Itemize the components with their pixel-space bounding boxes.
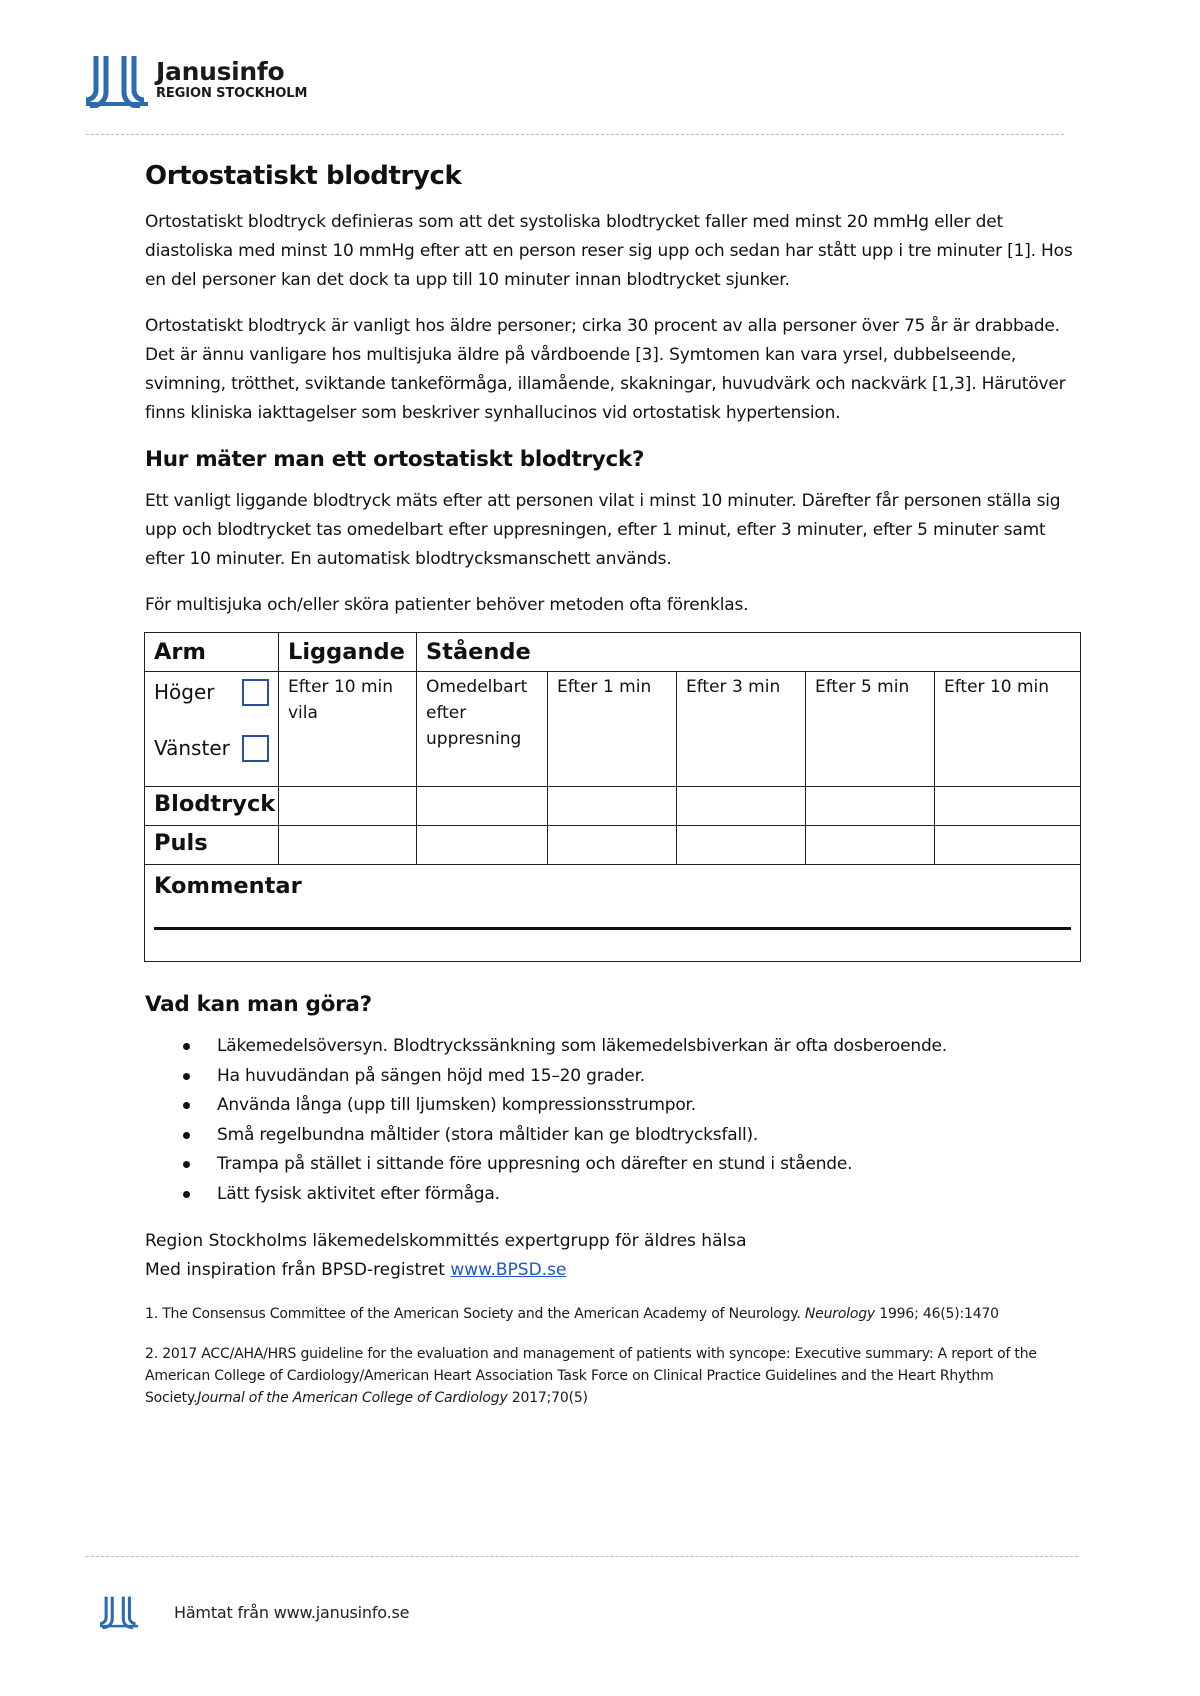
standing-immediate-cell: Omedelbart efter uppresning: [417, 672, 548, 787]
measure-paragraph-1: Ett vanligt liggande blodtryck mäts efter att personen vilat i minst 10 minuter. Därefter får personen ställa sig upp och blodtrycket tas omedelbart efter uppresningen, efter 1 minut, efter 3 minuter, efter 5 minuter samt efter 10 minuter. En automatisk blodtrycksmanschett används.: [145, 491, 1061, 569]
janusinfo-logo[interactable]: [86, 54, 307, 108]
bp-3min-field[interactable]: [677, 787, 806, 826]
blood-pressure-table: [144, 632, 1081, 962]
logo-subtitle: REGION STOCKHOLM: [156, 86, 308, 101]
main-content: [145, 158, 1083, 1427]
bp-5min-field[interactable]: [806, 787, 935, 826]
list-item: Använda långa (upp till ljumsken) kompressionsstrumpor.: [145, 1091, 1083, 1121]
bp-immediate-field[interactable]: [417, 787, 548, 826]
standing-3min-cell: Efter 3 min: [677, 672, 806, 787]
table-subheader-row: [145, 672, 1081, 787]
header-lying: Liggande: [279, 633, 417, 672]
janusinfo-small-logo-icon: [100, 1595, 138, 1629]
row-label-blood-pressure: Blodtryck: [145, 787, 279, 826]
list-item: Ha huvudändan på sängen höjd med 15–20 grader.: [145, 1062, 1083, 1092]
pulse-10min-field[interactable]: [935, 826, 1081, 865]
signature-block: [145, 1227, 1083, 1285]
pulse-row: [145, 826, 1081, 865]
arm-left-checkbox[interactable]: [242, 735, 269, 762]
arm-left-label: Vänster: [154, 736, 230, 760]
bpsd-link[interactable]: www.BPSD.se: [450, 1260, 567, 1280]
reference-2: 2. 2017 ACC/AHA/HRS guideline for the evaluation and management of patients with syncope: Executive summary: A report of the American College of Cardiology/American Heart Association Task Force on Clinical Practice Guidelines and the Heart Rhythm Society.Journal of the American College of Cardiology 2017;70(5): [145, 1346, 1037, 1406]
intro-paragraph-1: Ortostatiskt blodtryck definieras som att det systoliska blodtrycket faller med minst 20 mmHg eller det diastoliska med minst 10 mmHg efter att en person reser sig upp och sedan har stått upp i tre minuter [1]. Hos en del personer kan det dock ta upp till 10 minuter innan blodtrycket sjunker.: [145, 212, 1073, 290]
comment-field[interactable]: [145, 865, 1081, 962]
intro-paragraph-2: Ortostatiskt blodtryck är vanligt hos äldre personer; cirka 30 procent av alla personer över 75 år är drabbade. Det är ännu vanligare hos multisjuka äldre på vårdboende [3]. Symtomen kan vara yrsel, dubbelseende, svimning, trötthet, sviktande tankeförmåga, illamående, skakningar, huvudvärk och nackvärk [1,3]. Härutöver finns kliniska iakttagelser som beskriver synhallucinos vid ortostatisk hypertension.: [145, 316, 1066, 423]
bp-1min-field[interactable]: [548, 787, 677, 826]
header-arm: Arm: [145, 633, 279, 672]
logo-name: Janusinfo: [156, 57, 285, 86]
footer: [100, 1595, 409, 1629]
header-standing: Stående: [417, 633, 1081, 672]
list-item: Små regelbundna måltider (stora måltider kan ge blodtrycksfall).: [145, 1121, 1083, 1151]
pulse-immediate-field[interactable]: [417, 826, 548, 865]
list-item: Lätt fysisk aktivitet efter förmåga.: [145, 1180, 1083, 1210]
signature-line-2: Med inspiration från BPSD-registret: [145, 1260, 445, 1280]
pulse-3min-field[interactable]: [677, 826, 806, 865]
footer-divider: [86, 1556, 1078, 1557]
comment-row: [145, 865, 1081, 962]
comment-write-line: [154, 927, 1071, 930]
measure-paragraph-2: För multisjuka och/eller sköra patienter behöver metoden ofta förenklas.: [145, 595, 749, 615]
janusinfo-logo-icon: [86, 54, 148, 108]
pulse-5min-field[interactable]: [806, 826, 935, 865]
standing-10min-cell: Efter 10 min: [935, 672, 1081, 787]
pulse-1min-field[interactable]: [548, 826, 677, 865]
todo-list: [145, 1032, 1083, 1209]
header-divider: [86, 134, 1064, 135]
arm-right-checkbox[interactable]: [242, 679, 269, 706]
arm-choice-cell: [145, 672, 279, 787]
arm-right-label: Höger: [154, 680, 215, 704]
bp-lying-field[interactable]: [279, 787, 417, 826]
standing-1min-cell: Efter 1 min: [548, 672, 677, 787]
blood-pressure-row: [145, 787, 1081, 826]
measure-heading: Hur mäter man ett ortostatiskt blodtryck?: [145, 447, 645, 472]
todo-heading: Vad kan man göra?: [145, 992, 372, 1017]
page-title: Ortostatiskt blodtryck: [145, 161, 462, 191]
lying-sub-cell: Efter 10 min vila: [279, 672, 417, 787]
list-item: Trampa på stället i sittande före uppresning och därefter en stund i stående.: [145, 1150, 1083, 1180]
list-item: Läkemedelsöversyn. Blodtryckssänkning som läkemedelsbiverkan är ofta dosberoende.: [145, 1032, 1083, 1062]
pulse-lying-field[interactable]: [279, 826, 417, 865]
standing-5min-cell: Efter 5 min: [806, 672, 935, 787]
reference-1: 1. The Consensus Committee of the American Society and the American Academy of Neurology. Neurology 1996; 46(5):1470: [145, 1306, 999, 1322]
bp-10min-field[interactable]: [935, 787, 1081, 826]
signature-line-1: Region Stockholms läkemedelskommittés expertgrupp för äldres hälsa: [145, 1231, 747, 1251]
row-label-pulse: Puls: [145, 826, 279, 865]
comment-label: Kommentar: [154, 873, 302, 899]
footer-text: Hämtat från www.janusinfo.se: [174, 1602, 410, 1622]
table-header-row: [145, 633, 1081, 672]
